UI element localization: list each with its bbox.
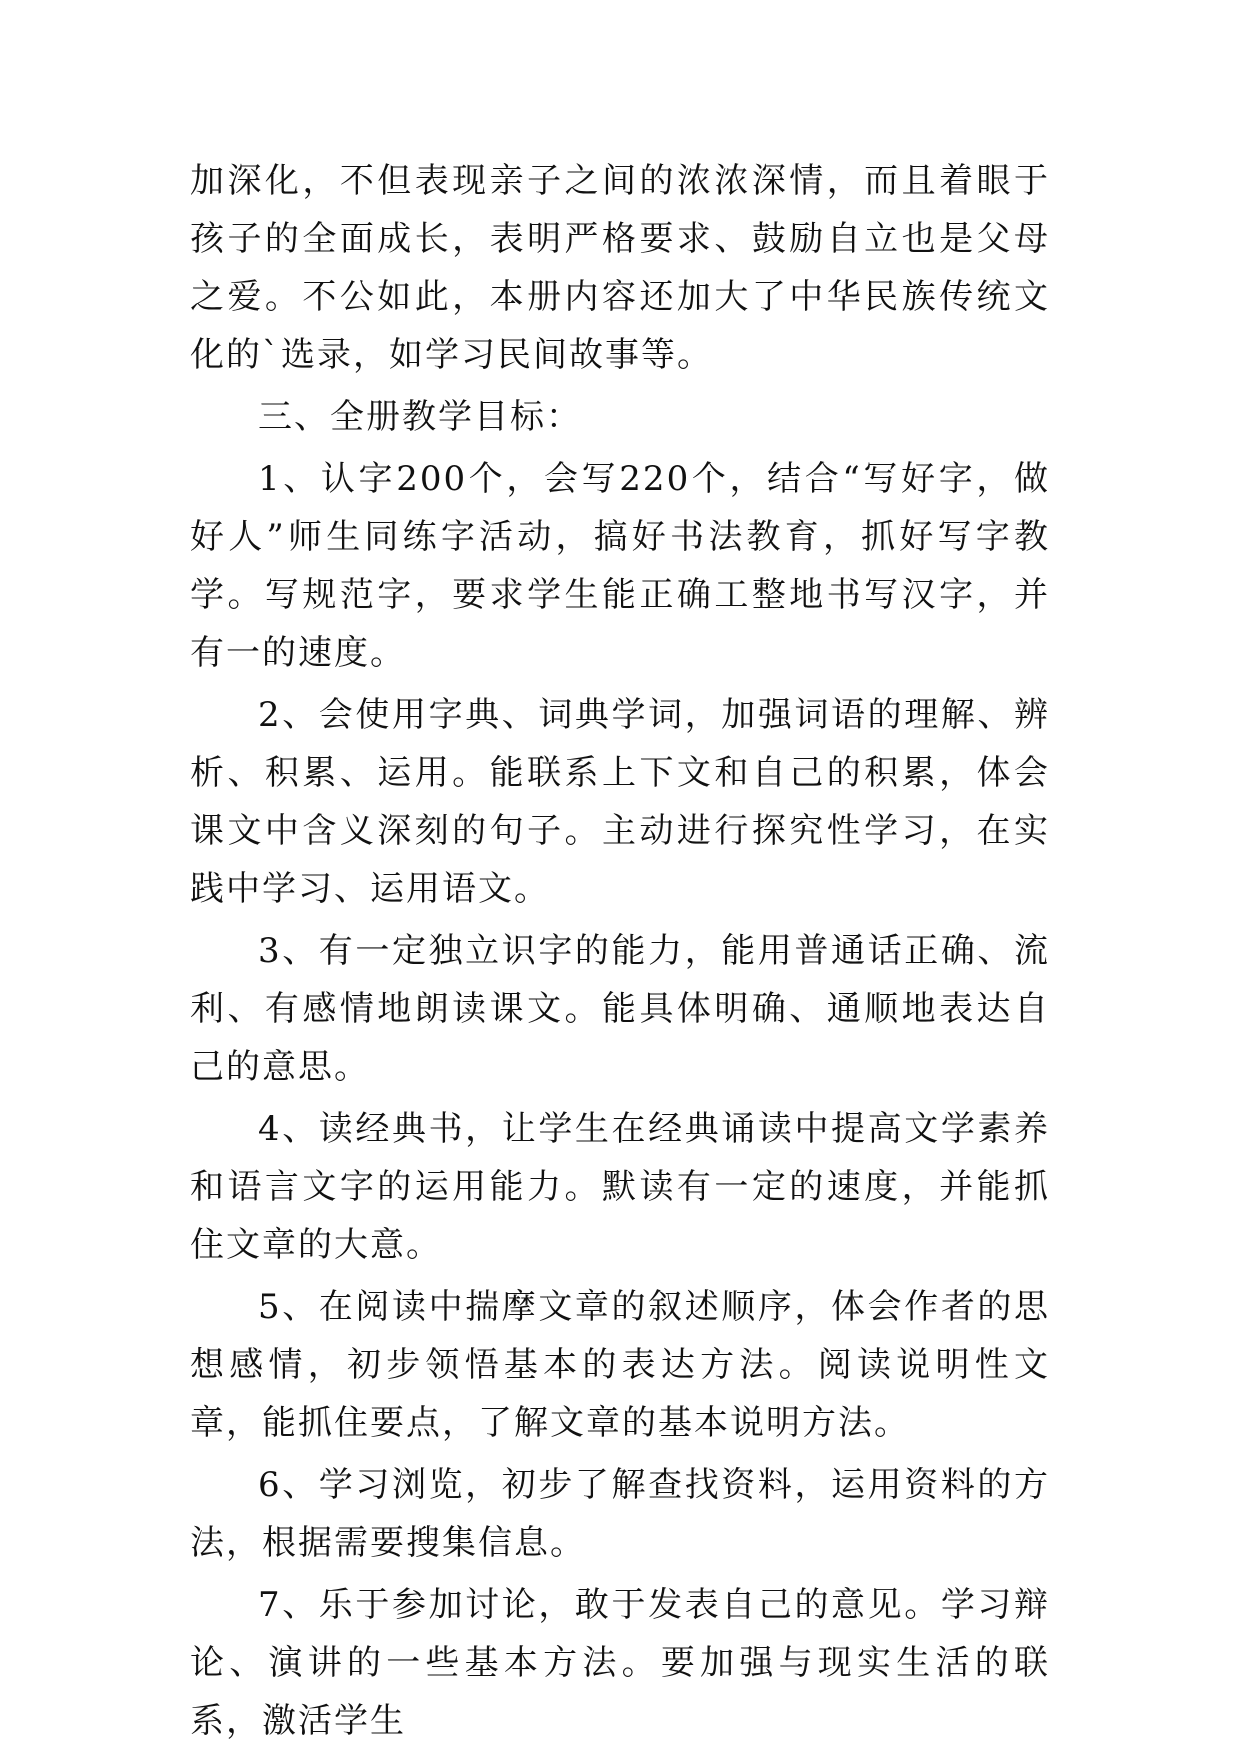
goal-item-5: 5、在阅读中揣摩文章的叙述顺序，体会作者的思想感情，初步领悟基本的表达方法。阅读说明性文章，能抓住要点，了解文章的基本说明方法。	[190, 1287, 1050, 1443]
goal-item-4: 4、读经典书，让学生在经典诵读中提高文学素养和语言文字的运用能力。默读有一定的速度，并能抓住文章的大意。	[190, 1109, 1050, 1265]
goal-item-3: 3、有一定独立识字的能力，能用普通话正确、流利、有感情地朗读课文。能具体明确、通顺地表达自己的意思。	[190, 931, 1050, 1087]
goal-item-6: 6、学习浏览，初步了解查找资料，运用资料的方法，根据需要搜集信息。	[190, 1465, 1050, 1563]
goal-item-2: 2、会使用字典、词典学词，加强词语的理解、辨析、积累、运用。能联系上下文和自己的积累，体会课文中含义深刻的句子。主动进行探究性学习，在实践中学习、运用语文。	[190, 695, 1050, 909]
paragraph-continuation: 加深化，不但表现亲子之间的浓浓深情，而且着眼于孩子的全面成长，表明严格要求、鼓励自立也是父母之爱。不公如此，本册内容还加大了中华民族传统文化的`选录，如学习民间故事等。	[190, 161, 1050, 375]
goal-item-7: 7、乐于参加讨论，敢于发表自己的意见。学习辩论、演讲的一些基本方法。要加强与现实生活的联系，激活学生	[190, 1585, 1050, 1741]
section-heading-teaching-goals: 三、全册教学目标：	[258, 397, 582, 437]
goal-item-1: 1、认字200个，会写220个，结合“写好字，做好人”师生同练字活动，搞好书法教育，抓好写字教学。写规范字，要求学生能正确工整地书写汉字，并有一的速度。	[190, 459, 1050, 673]
document-body	[190, 152, 1050, 1750]
